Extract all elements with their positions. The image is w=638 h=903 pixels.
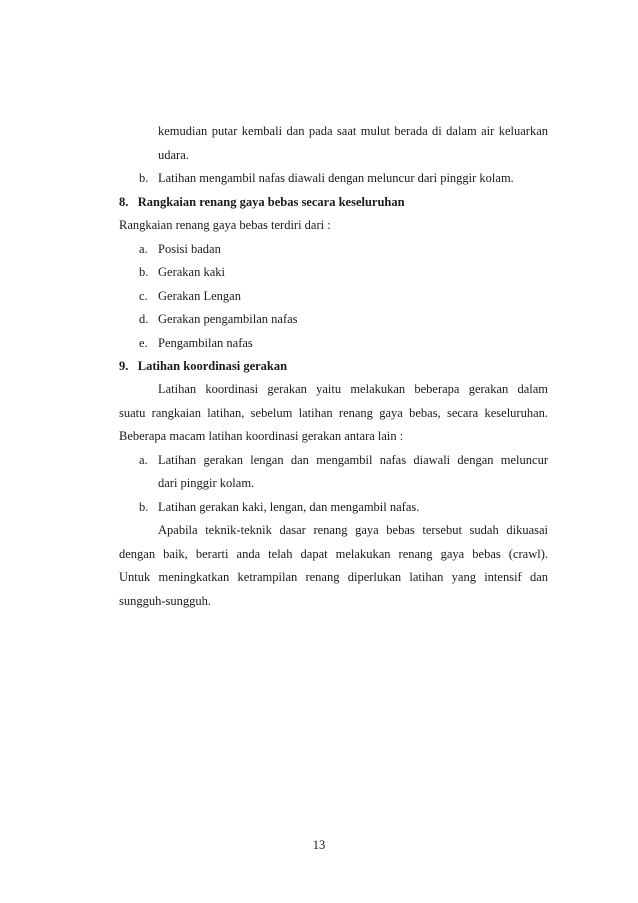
list-item-gerakan-kaki: Gerakan kaki: [158, 265, 225, 279]
list-item-gerakan-pengambilan-nafas: Gerakan pengambilan nafas: [158, 312, 298, 326]
list-item-pengambilan-nafas: Pengambilan nafas: [158, 336, 253, 350]
continuation-line-1: kemudian putar kembali dan pada saat mulut berada di dalam air keluarkan: [158, 124, 548, 138]
list-marker: b.: [139, 500, 149, 514]
continuation-line-3: Latihan mengambil nafas diawali dengan meluncur dari pinggir kolam.: [158, 171, 514, 185]
list-marker-b: b.: [139, 171, 149, 185]
list-marker: b.: [139, 265, 149, 279]
list-item-line: Latihan gerakan kaki, lengan, dan mengambil nafas.: [158, 500, 420, 514]
paragraph-line: sungguh-sungguh.: [119, 594, 212, 608]
list-marker: a.: [139, 453, 148, 467]
list-marker: c.: [139, 289, 148, 303]
section-8-heading: 8. Rangkaian renang gaya bebas secara keseluruhan: [119, 195, 405, 209]
paragraph-line: suatu rangkaian latihan, sebelum latihan renang gaya bebas, secara keseluruhan.: [119, 406, 548, 420]
page-number: 13: [312, 838, 326, 852]
paragraph-line: dengan baik, berarti anda telah dapat melakukan renang gaya bebas (crawl).: [119, 547, 548, 561]
section-8-intro: Rangkaian renang gaya bebas terdiri dari :: [119, 218, 331, 232]
list-item-line: dari pinggir kolam.: [158, 476, 255, 490]
list-item-gerakan-lengan: Gerakan Lengan: [158, 289, 241, 303]
paragraph-line: Latihan koordinasi gerakan yaitu melakukan beberapa gerakan dalam: [158, 382, 548, 396]
paragraph-line: Untuk meningkatkan ketrampilan renang diperlukan latihan yang intensif dan: [119, 570, 548, 584]
paragraph-line: Beberapa macam latihan koordinasi gerakan antara lain :: [119, 429, 404, 443]
paragraph-line: Apabila teknik-teknik dasar renang gaya bebas tersebut sudah dikuasai: [158, 523, 548, 537]
list-marker: e.: [139, 336, 148, 350]
list-marker: a.: [139, 242, 148, 256]
list-item-line: Latihan gerakan lengan dan mengambil nafas diawali dengan meluncur: [158, 453, 548, 467]
list-marker: d.: [139, 312, 149, 326]
section-9-heading: 9. Latihan koordinasi gerakan: [119, 359, 288, 373]
list-item-posisi-badan: Posisi badan: [158, 242, 221, 256]
continuation-line-2: udara.: [158, 148, 189, 162]
